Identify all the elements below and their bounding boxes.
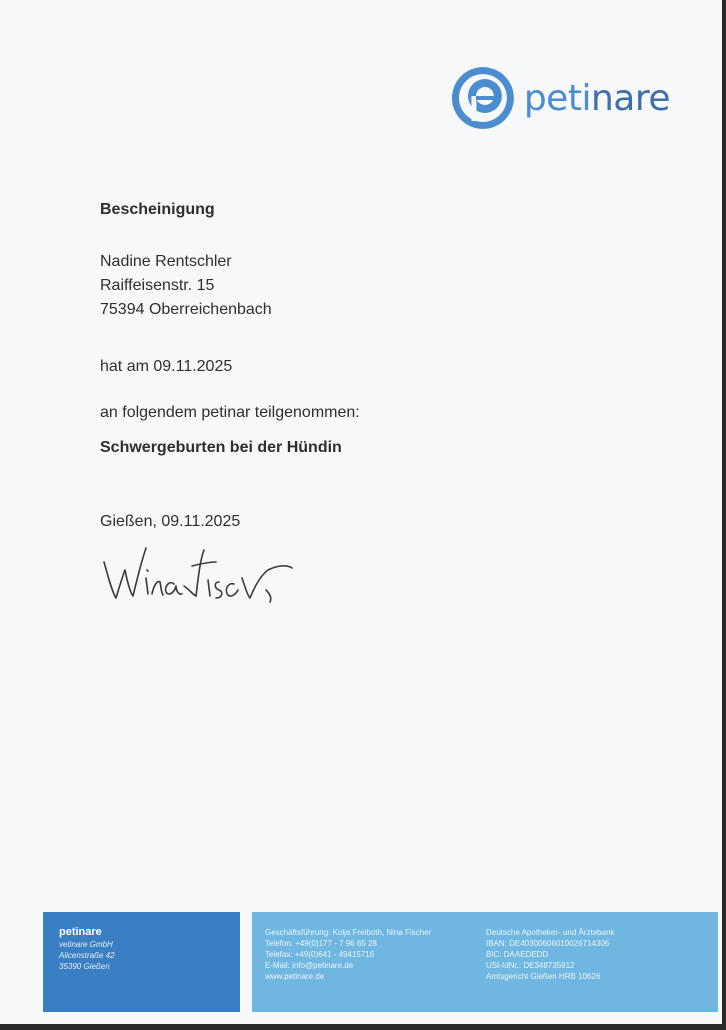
logo-wordmark (524, 78, 670, 119)
footer-register: Amtsgericht Gießen HRB 10626 (486, 972, 601, 981)
footer-bank-name: Deutsche Apotheker- und Ärztebank (486, 928, 615, 937)
footer-phone: Telefon: +49(0)177 - 7 96 65 28 (265, 939, 377, 948)
logo-text-part1: peti (523, 77, 591, 119)
recipient-name: Nadine Rentschler (100, 253, 232, 270)
footer-email[interactable]: E-Mail: info@petinare.de (265, 961, 354, 970)
recipient-street: Raiffeisenstr. 15 (100, 277, 215, 294)
footer-contact (265, 927, 431, 982)
logo-text-part2: nare (590, 77, 670, 119)
footer-company-name: vetinare GmbH (59, 940, 113, 949)
footer-company-street: Alicenstraße 42 (59, 951, 115, 960)
handwritten-signature (100, 540, 300, 610)
footer-brand: petinare (59, 926, 102, 938)
footer-company-city: 35390 Gießen (59, 962, 110, 971)
document-title: Bescheinigung (100, 201, 215, 218)
recipient-city: 75394 Oberreichenbach (100, 301, 272, 318)
footer-vat: USt-IdNr.: DE348735912 (486, 961, 575, 970)
petinare-logo (450, 64, 670, 132)
footer-bic: BIC: DAAEDEDD (486, 950, 549, 959)
footer-management: Geschäftsführung: Kolja Freiboth, Nina Fischer (265, 928, 432, 937)
petinare-circle-p-icon (450, 65, 516, 131)
course-title: Schwergeburten bei der Hündin (100, 439, 342, 456)
footer-iban: IBAN: DE40300606010026714306 (486, 939, 610, 948)
footer-website[interactable]: www.petinare.de (265, 972, 325, 981)
recipient-address (100, 250, 272, 322)
footer-fax: Telefax: +49(0)641 - 49415716 (265, 950, 375, 959)
footer-company-block (43, 912, 240, 1012)
footer-info-block (252, 912, 718, 1012)
participation-line: an folgendem petinar teilgenommen: (100, 404, 360, 421)
footer-bank (486, 927, 615, 982)
footer-bar (0, 910, 722, 1014)
date-line: hat am 09.11.2025 (100, 358, 233, 375)
place-date: Gießen, 09.11.2025 (100, 513, 241, 530)
